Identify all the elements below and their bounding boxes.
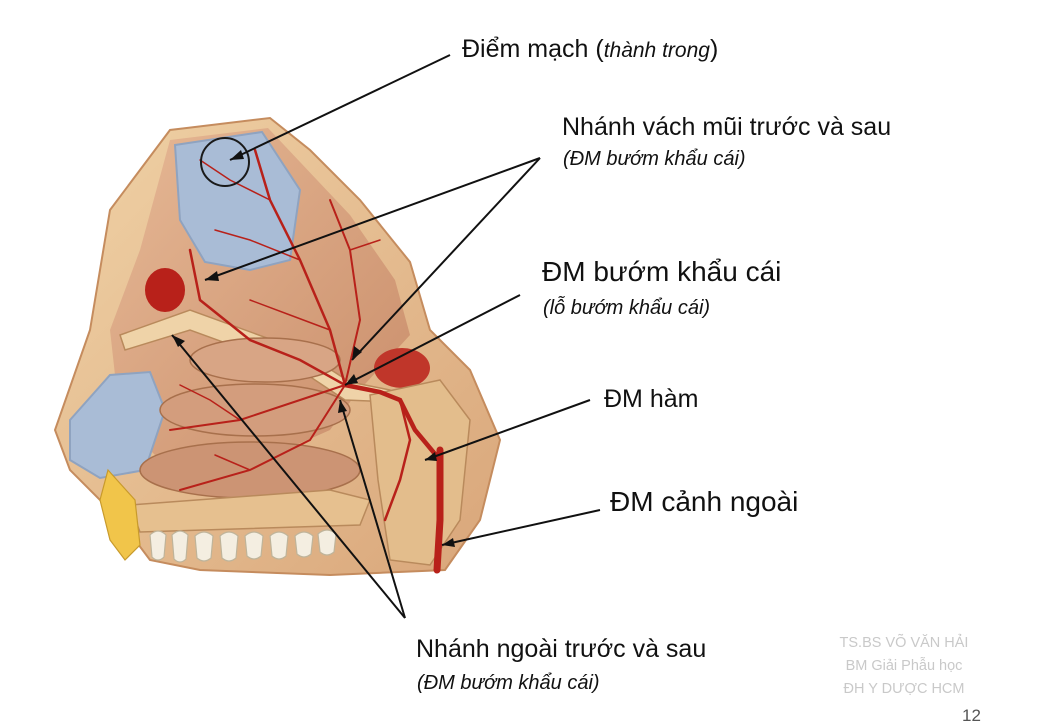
label-nhanh-ngoai-sub: (ĐM bướm khẩu cái)	[417, 672, 600, 694]
turbinate-superior	[190, 338, 340, 382]
credit-line-3: ĐH Y DƯỢC HCM	[843, 681, 965, 697]
page-number: 12	[962, 706, 981, 725]
label-diem-mach	[462, 34, 718, 66]
label-nhanh-vach-mui-sub: (ĐM bướm khẩu cái)	[563, 148, 746, 170]
red-structure-left	[145, 268, 185, 312]
credit-line-1: TS.BS VÕ VĂN HẢI	[839, 635, 969, 651]
label-diem-mach-pre: Điểm mạch (	[462, 35, 604, 63]
label-dm-canh-ngoai: ĐM cảnh ngoài	[610, 486, 799, 517]
credit-line-2: BM Giải Phẫu học	[845, 658, 963, 674]
author-credit	[804, 632, 1004, 701]
label-nhanh-vach-mui: Nhánh vách mũi trước và sau	[562, 113, 892, 141]
label-dm-buom-khau-cai: ĐM bướm khẩu cái	[542, 256, 782, 287]
label-nhanh-ngoai: Nhánh ngoài trước và sau	[416, 635, 707, 663]
red-structure-right	[374, 348, 430, 388]
label-diem-mach-italic: thành trong	[603, 39, 710, 62]
label-dm-ham: ĐM hàm	[604, 385, 699, 413]
label-dm-buom-khau-cai-sub: (lỗ bướm khẩu cái)	[543, 297, 711, 319]
label-diem-mach-post: )	[709, 35, 719, 63]
